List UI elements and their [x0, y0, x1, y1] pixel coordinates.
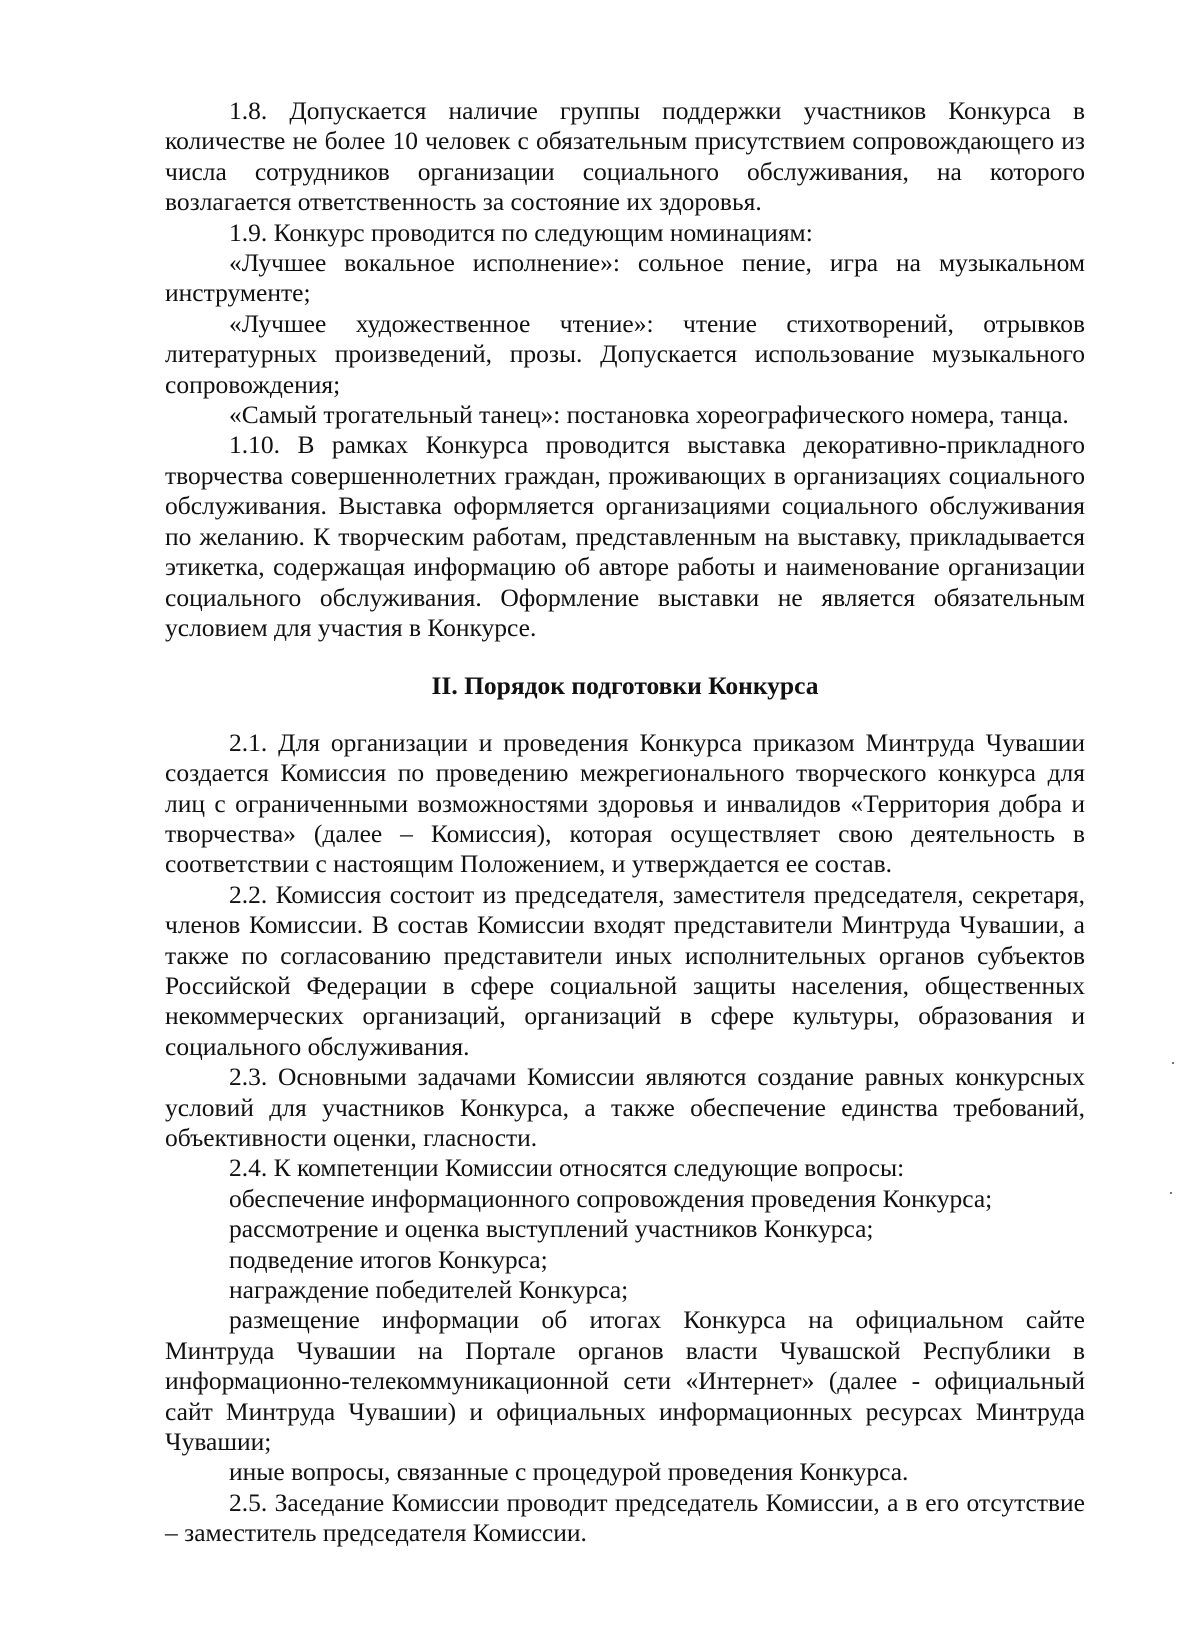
competence-item-1: обеспечение информационного сопровождения проведения Конкурса;	[229, 1183, 993, 1213]
paragraph-1-9: 1.9. Конкурс проводится по следующим номинациям:	[229, 217, 813, 247]
competence-item-2: рассмотрение и оценка выступлений участников Конкурса;	[229, 1214, 874, 1244]
competence-item-3: подведение итогов Конкурса;	[229, 1244, 548, 1274]
paragraph-2-3: 2.3. Основными задачами Комиссии являются создание равных конкурсных условий для участников Конкурса, а также обеспечение единства требований, объективности оценки, гласности.	[165, 1062, 1085, 1152]
nomination-vocal: «Лучшее вокальное исполнение»: сольное пение, игра на музыкальном инструменте;	[165, 248, 1085, 308]
document-body	[165, 96, 1085, 1549]
scan-speck	[1170, 1192, 1172, 1194]
paragraph-1-8: 1.8. Допускается наличие группы поддержки участников Конкурса в количестве не более 10 человек с обязательным присутствием сопровождающего из числа сотрудников организации социального обслуживания, на которого возлагается ответственность за состояние их здоровья.	[165, 96, 1085, 217]
paragraph-2-5: 2.5. Заседание Комиссии проводит председатель Комиссии, а в его отсутствие – заместитель председателя Комиссии.	[165, 1487, 1085, 1548]
scan-speck	[1172, 1062, 1174, 1064]
paragraph-2-2: 2.2. Комиссия состоит из председателя, заместителя председателя, секретаря, членов Комиссии. В состав Комиссии входят представители Минтруда Чувашии, а также по согласованию представители иных исполнительных органов субъектов Российской Федерации в сфере социальной защиты населения, общественных некоммерческих организаций, организаций в сфере культуры, образования и социального обслуживания.	[165, 879, 1085, 1061]
competence-item-4: награждение победителей Конкурса;	[229, 1275, 629, 1305]
section-2-heading: II. Порядок подготовки Конкурса	[431, 671, 819, 701]
nomination-dance: «Самый трогательный танец»: постановка хореографического номера, танца.	[229, 400, 1069, 430]
paragraph-1-10: 1.10. В рамках Конкурса проводится выставка декоративно-прикладного творчества совершеннолетних граждан, проживающих в организациях социального обслуживания. Выставка оформляется организациями социального обслуживания по желанию. К творческим работам, представленным на выставку, прикладывается этикетка, содержащая информацию об авторе работы и наименование организации социального обслуживания. Оформление выставки не является обязательным условием для участия в Конкурсе.	[165, 430, 1085, 642]
competence-item-6: иные вопросы, связанные с процедурой проведения Конкурса.	[229, 1457, 909, 1487]
paragraph-2-1: 2.1. Для организации и проведения Конкурса приказом Минтруда Чувашии создается Комиссия по проведению межрегионального творческого конкурса для лиц с ограниченными возможностями здоровья и инвалидов «Территория добра и творчества» (далее – Комиссия), которая осуществляет свою деятельность в соответствии с настоящим Положением, и утверждается ее состав.	[165, 727, 1085, 879]
paragraph-2-4: 2.4. К компетенции Комиссии относятся следующие вопросы:	[229, 1153, 905, 1183]
competence-item-5: размещение информации об итогах Конкурса на официальном сайте Минтруда Чувашии на Портале органов власти Чувашской Республики в информационно-телекоммуникационной сети «Интернет» (далее - официальный сайт Минтруда Чувашии) и официальных информационных ресурсах Минтруда Чувашии;	[165, 1305, 1085, 1457]
nomination-reading: «Лучшее художественное чтение»: чтение стихотворений, отрывков литературных произведений, прозы. Допускается использование музыкального сопровождения;	[165, 308, 1085, 399]
